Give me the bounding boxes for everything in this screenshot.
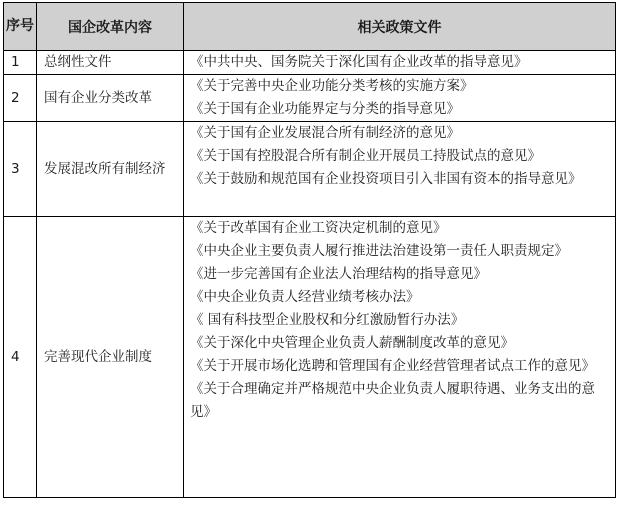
policy-docs — [184, 122, 616, 217]
reform-content: 国有企业分类改革 — [37, 75, 184, 122]
table-row — [4, 51, 616, 75]
header-docs: 相关政策文件 — [184, 3, 616, 51]
policy-docs — [184, 51, 616, 75]
policy-doc: 《关于改革国有企业工资决定机制的意见》 — [190, 220, 447, 236]
policy-docs — [184, 75, 616, 122]
header-content: 国企改革内容 — [37, 3, 184, 51]
policy-doc: 《关于国有控股混合所有制企业开展员工持股试点的意见》 — [190, 148, 541, 164]
policy-docs — [184, 217, 616, 498]
policy-doc: 《中共中央、国务院关于深化国有企业改革的指导意见》 — [190, 54, 528, 70]
reform-content: 发展混改所有制经济 — [37, 122, 184, 217]
policy-doc: 《 国有科技型企业股权和分红激励暂行办法》 — [190, 312, 465, 328]
table-row — [4, 217, 616, 498]
policy-doc: 《关于深化中央管理企业负责人薪酬制度改革的意见》 — [190, 335, 514, 351]
header-seq: 序号 — [4, 3, 37, 51]
policy-doc: 《中央企业负责人经营业绩考核办法》 — [190, 289, 420, 305]
row-number: 4 — [4, 217, 37, 498]
reform-content: 总纲性文件 — [37, 51, 184, 75]
reform-content: 完善现代企业制度 — [37, 217, 184, 498]
policy-doc: 《关于国有企业功能界定与分类的指导意见》 — [190, 101, 460, 117]
policy-doc: 《关于合理确定并严格规范中央企业负责人履职待遇、业务支出的意见》 — [190, 381, 595, 420]
policy-doc: 《关于鼓励和规范国有企业投资项目引入非国有资本的指导意见》 — [190, 171, 582, 187]
policy-doc: 《进一步完善国有企业法人治理结构的指导意见》 — [190, 266, 487, 282]
policy-doc: 《关于国有企业发展混合所有制经济的意见》 — [190, 125, 460, 141]
row-number: 2 — [4, 75, 37, 122]
table-row — [4, 122, 616, 217]
row-number: 1 — [4, 51, 37, 75]
policy-doc: 《关于开展市场化选聘和管理国有企业经营管理者试点工作的意见》 — [190, 358, 595, 374]
policy-table — [3, 2, 616, 498]
policy-doc: 《中央企业主要负责人履行推进法治建设第一责任人职责规定》 — [190, 243, 568, 259]
table-row — [4, 75, 616, 122]
header-row — [4, 3, 616, 51]
policy-doc: 《关于完善中央企业功能分类考核的实施方案》 — [190, 78, 474, 94]
row-number: 3 — [4, 122, 37, 217]
